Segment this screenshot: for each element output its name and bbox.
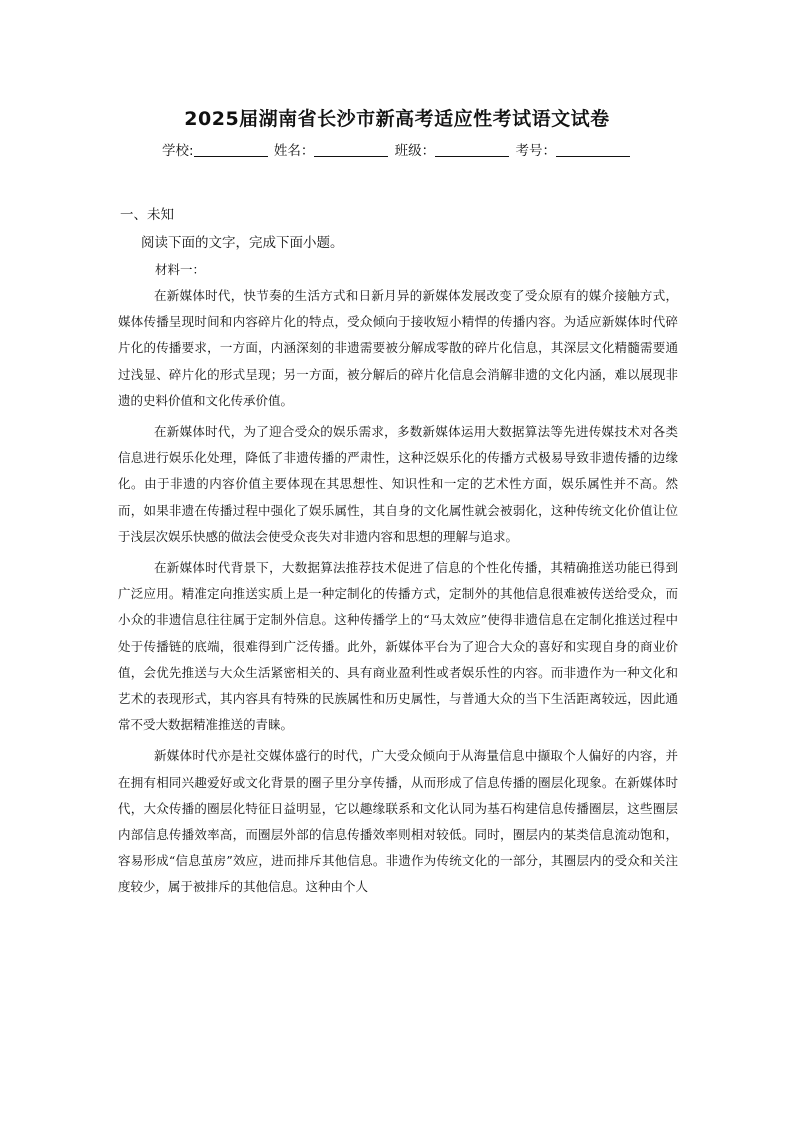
material-label: 材料一： [155, 262, 206, 277]
exam-number-blank [556, 144, 630, 157]
school-label: 学校: [162, 143, 194, 159]
paragraph: 在新媒体时代，快节奏的生活方式和日新月异的新媒体发展改变了受众原有的媒介接触方式，媒体传播呈现时间和内容碎片化的特点，受众倾向于接收短小精悍的传播内容。为适应新媒体时代碎片化的传播要求，一方面，内涵深刻的非遗需要被分解成零散的碎片化信息，其深层文化精髓需要通过浅显、碎片化的形式呈现；另一方面，被分解后的碎片化信息会消解非遗的文化内涵，难以展现非遗的史料价值和文化传承价值。 [118, 288, 678, 408]
reading-instruction: 阅读下面的文字，完成下面小题。 [141, 235, 344, 251]
class-blank [435, 144, 509, 157]
paragraph: 在新媒体时代，为了迎合受众的娱乐需求，多数新媒体运用大数据算法等先进传媒技术对各类信息进行娱乐化处理，降低了非遗传播的严肃性，这种泛娱乐化的传播方式极易导致非遗传播的边缘化。由于非遗的内容价值主要体现在其思想性、知识性和一定的艺术性方面，娱乐属性并不高。然而，如果非遗在传播过程中强化了娱乐属性，其自身的文化属性就会被弱化，这种传统文化价值让位于浅层次娱乐快感的做法会使受众丧失对非遗内容和思想的理解与追求。 [118, 424, 678, 544]
name-label: 姓名： [273, 143, 315, 159]
student-info-line [0, 139, 794, 159]
exam-title: 2025届湖南省长沙市新高考适应性考试语文试卷 [184, 108, 610, 130]
paragraph: 新媒体时代亦是社交媒体盛行的时代，广大受众倾向于从海量信息中撷取个人偏好的内容，并在拥有相同兴趣爱好或文化背景的圈子里分享传播，从而形成了信息传播的圈层化现象。在新媒体时代，大众传播的圈层化特征日益明显，它以趣缘联系和文化认同为基石构建信息传播圈层，这些圈层内部信息传播效率高，而圈层外部的信息传播效率则相对较低。同时，圈层内的某类信息流动饱和，容易形成“信息茧房”效应，进而排斥其他信息。非遗作为传统文化的一部分，其圈层内的受众和关注度较少，属于被排斥的其他信息。这种由个人 [118, 748, 678, 895]
section-heading: 一、未知 [120, 207, 174, 223]
paragraph: 在新媒体时代背景下，大数据算法推荐技术促进了信息的个性化传播，其精确推送功能已得到广泛应用。精准定向推送实质上是一种定制化的传播方式，定制外的其他信息很难被传送给受众，而小众的非遗信息往往属于定制外信息。这种传播学上的“马太效应”使得非遗信息在定制化推送过程中处于传播链的底端，很难得到广泛传播。此外，新媒体平台为了迎合大众的喜好和实现自身的商业价值，会优先推送与大众生活紧密相关的、具有商业盈利性或者娱乐性的内容。而非遗作为一种文化和艺术的表现形式，其内容具有特殊的民族属性和历史属性，与普通大众的当下生活距离较远，因此通常不受大数据精准推送的青睐。 [118, 560, 678, 733]
school-blank [194, 144, 268, 157]
class-label: 班级： [394, 143, 436, 159]
passage-body [118, 283, 678, 906]
exam-number-label: 考号： [515, 143, 556, 159]
name-blank [314, 144, 388, 157]
